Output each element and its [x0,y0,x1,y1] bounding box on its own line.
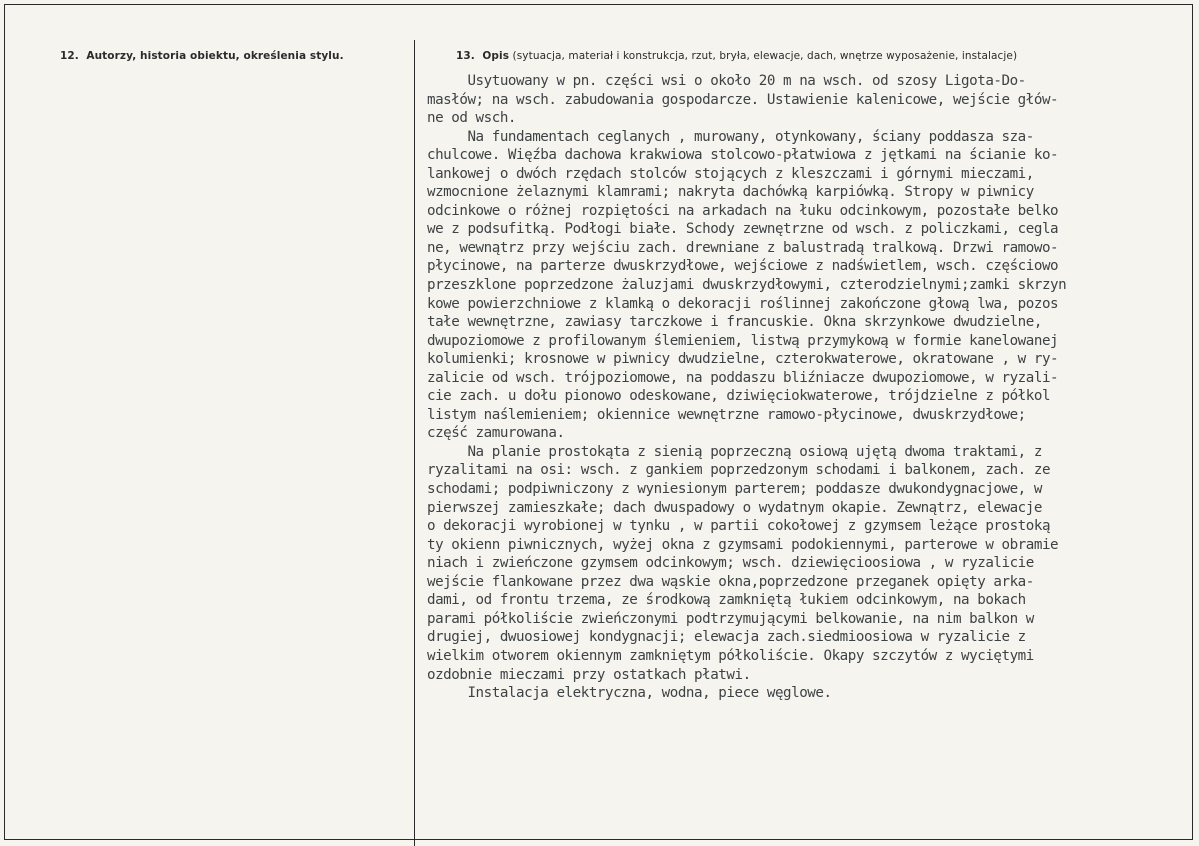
description-line: niach i zwieńczone gzymsem odcinkowym; wsch. dziewięcioosiowa , w ryzalicie [427,555,1034,572]
description-line: ne, wewnątrz przy wejściu zach. drewniane z balustradą tralkową. Drzwi ramowo- [427,239,1059,256]
section-13-number: 13. [456,50,475,62]
description-line: Na planie prostokąta z sienią poprzeczną osiową ujętą dwoma traktami, z [427,443,1042,460]
description-line: kolumienki; krosnowe w piwnicy dwudzielne, czterokwaterowe, okratowane , w ry- [427,351,1059,368]
section-13-title: Opis [482,50,510,62]
description-line: masłów; na wsch. zabudowania gospodarcze. Ustawienie kalenicowe, wejście głów- [427,91,1059,108]
description-line: część zamurowana. [427,425,565,442]
section-13-subtitle: (sytuacja, materiał i konstrukcja, rzut, bryła, elewacje, dach, wnętrze wyposażenie, instalacje) [512,50,1018,62]
description-line: lankowej o dwóch rzędach stolców stojących z kleszczami i górnymi mieczami, [427,165,1034,182]
description-line: Na fundamentach ceglanych , murowany, otynkowany, ściany poddasza sza- [427,128,1034,145]
description-line: schodami; podpiwniczony z wyniesionym parterem; poddasze dwukondygnacjowe, w [427,481,1042,498]
description-line: ty okienn piwnicznych, wyżej okna z gzymsami podokiennymi, parterowe w obramie [427,536,1059,553]
description-line: Instalacja elektryczna, wodna, piece węglowe. [427,685,832,702]
description-line: tałe wewnętrzne, zawiasy tarczkowe i francuskie. Okna skrzynkowe dwudzielne, [427,314,1042,331]
section-12-heading [60,50,344,62]
description-line: chulcowe. Więźba dachowa krakwiowa stolcowo-płatwiowa z jętkami na ścianie ko- [427,147,1059,164]
section-12-number: 12. [60,50,79,62]
description-line: wzmocnione żelaznymi klamrami; nakryta dachówką karpiówką. Stropy w piwnicy [427,184,1034,201]
section-13-heading [456,50,1017,62]
typewritten-description [427,72,1197,703]
description-line: listym naślemieniem; okiennice wewnętrzne ramowo-płycinowe, dwuskrzydłowe; [427,406,1026,423]
description-line: wejście flankowane przez dwa wąskie okna,poprzedzone przeganek opięty arka- [427,573,1034,590]
description-line: drugiej, dwuosiowej kondygnacji; elewacja zach.siedmioosiowa w ryzalicie z [427,629,1026,646]
description-line: przeszklone poprzedzone żaluzjami dwuskrzydłowymi, czterodzielnymi;zamki skrzyn [427,277,1067,294]
description-line: we z podsufitką. Podłogi białe. Schody zewnętrzne od wsch. z policzkami, cegla [427,221,1059,238]
section-12-title: Autorzy, historia obiektu, określenia stylu. [86,50,344,62]
description-line: kowe powierzchniowe z klamką o dekoracji roślinnej zakończone głową lwa, pozos [427,295,1059,312]
description-line: odcinkowe o różnej rozpiętości na arkadach na łuku odcinkowym, pozostałe belko [427,202,1059,219]
description-line: o dekoracji wyrobionej w tynku , w partii cokołowej z gzymsem leżące prostoką [427,518,1051,535]
description-line: zalicie od wsch. trójpoziomowe, na poddaszu bliźniacze dwupoziomowe, w ryzali- [427,369,1059,386]
description-line: dami, od frontu trzema, ze środkową zamkniętą łukiem odcinkowym, na bokach [427,592,1026,609]
description-line: cie zach. u dołu pionowo odeskowane, dziwięciokwaterowe, trójdzielne z półkol [427,388,1051,405]
description-line: płycinowe, na parterze dwuskrzydłowe, wejściowe z nadświetlem, wsch. częściowo [427,258,1059,275]
description-line: parami półkoliście zwieńczonymi podtrzymującymi belkowanie, na nim balkon w [427,610,1034,627]
description-line: pierwszej zamieszkałe; dach dwuspadowy o wydatnym okapie. Zewnątrz, elewacje [427,499,1042,516]
description-line: ne od wsch. [427,110,517,127]
description-line: ryzalitami na osi: wsch. z gankiem poprzedzonym schodami i balkonem, zach. ze [427,462,1051,479]
description-line: Usytuowany w pn. części wsi o około 20 m na wsch. od szosy Ligota-Do- [427,73,1026,89]
description-line: wielkim otworem okiennym zamkniętym półkoliście. Okapy szczytów z wyciętymi [427,647,1034,664]
column-divider [414,40,415,846]
description-line: ozdobnie mieczami przy ostatkach płatwi. [427,666,751,683]
description-line: dwupoziomowe z profilowanym ślemieniem, listwą przymykową w formie kanelowanej [427,332,1059,349]
